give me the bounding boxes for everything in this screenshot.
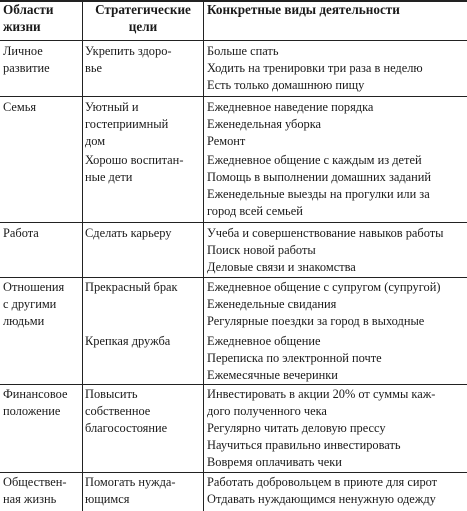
activities-friendship: Ежедневное общение Переписка по электронной почте Ежемесячные вечеринки (207, 334, 382, 382)
row-rule-4 (0, 384, 467, 385)
area-family: Семья (3, 100, 37, 114)
goal-help: Помогать нужда- ющимся (85, 475, 176, 506)
header-goals: Стратегические цели (95, 2, 191, 34)
goal-marriage: Прекрасный брак (85, 280, 178, 294)
area-work: Работа (3, 226, 39, 240)
activities-health: Больше спать Ходить на тренировки три раза в неделю Есть только домашнюю пищу (207, 44, 423, 92)
area-finance: Финансовое положение (3, 387, 68, 418)
area-social: Обществен- ная жизнь (3, 475, 67, 506)
goal-cozy-home: Уютный и гостеприимный дом (85, 100, 169, 148)
activities-cozy-home: Ежедневное наведение порядка Еженедельная уборка Ремонт (207, 100, 374, 148)
activities-help: Работать добровольцем в приюте для сирот Отдавать нуждающимся ненужную одежду (207, 475, 438, 506)
header-bottom-rule (0, 40, 467, 41)
area-personal: Личное развитие (3, 44, 50, 75)
row-rule-1 (0, 96, 467, 97)
goal-health: Укрепить здоро- вье (85, 44, 172, 75)
column-divider-1 (82, 0, 83, 511)
goal-friendship: Крепкая дружба (85, 334, 171, 348)
goal-wealth: Повысить собственное благосостояние (85, 387, 168, 435)
header-activities: Конкретные виды деятельности (207, 2, 400, 17)
header-area: Области жизни (3, 2, 54, 34)
row-rule-2 (0, 222, 467, 223)
activities-career: Учеба и совершенствование навыков работы Поиск новой работы Деловые связи и знакомства (207, 226, 444, 274)
column-divider-2 (203, 0, 204, 511)
row-rule-3 (0, 277, 467, 278)
goal-children: Хорошо воспитан- ные дети (85, 153, 184, 184)
activities-marriage: Ежедневное общение с супругом (супругой) Еженедельные свидания Регулярные поездки за город в выходные (207, 280, 441, 328)
activities-wealth: Инвестировать в акции 20% от суммы каж- дого полученного чека Регулярно читать деловую прессу Научиться правильно инвестировать Вовремя оплачивать чеки (207, 387, 436, 469)
activities-children: Ежедневное общение с каждым из детей Помощь в выполнении домашних заданий Еженедельные выезды на прогулки или за город всей семьей (207, 153, 432, 218)
area-relationships: Отношения с другими людьми (3, 280, 65, 328)
goal-career: Сделать карьеру (85, 226, 172, 240)
row-rule-5 (0, 472, 467, 473)
